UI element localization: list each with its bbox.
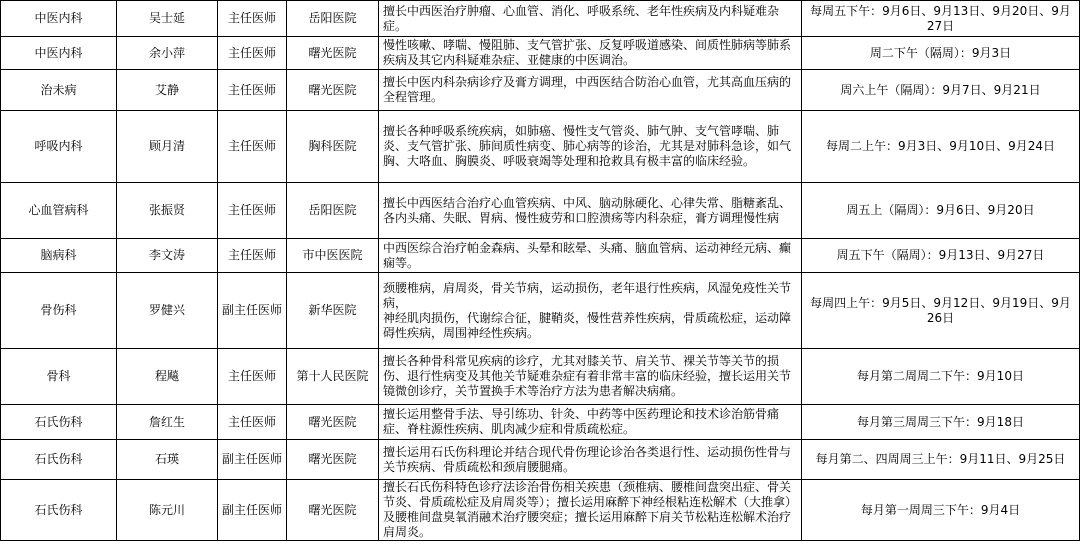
schedule-cell: 周五上（隔周）：9月6日、9月20日 xyxy=(802,183,1080,239)
schedule-cell: 每周五下午：9月6日、9月13日、9月20日、9月27日 xyxy=(802,1,1080,37)
table-row xyxy=(1,273,1080,349)
hospital-cell: 岳阳医院 xyxy=(287,1,379,37)
doctor-name-cell: 顾月清 xyxy=(117,111,218,183)
specialty-cell: 慢性咳嗽、哮喘、慢阻肺、支气管扩张、反复呼吸道感染、间质性肺病等肺系疾病及其它内科疑难杂症、亚健康的中医调治。 xyxy=(379,37,802,70)
specialty-cell: 擅长中西医治疗肿瘤、心血管、消化、呼吸系统、老年性疾病及内科疑难杂症。 xyxy=(379,1,802,37)
doctor-name-cell: 程飚 xyxy=(117,349,218,405)
table-row xyxy=(1,239,1080,273)
department-cell: 石氏伤科 xyxy=(1,405,117,440)
title-cell: 主任医师 xyxy=(218,405,287,440)
schedule-cell: 周五下午（隔周）：9月13日、9月27日 xyxy=(802,239,1080,273)
doctor-name-cell: 艾静 xyxy=(117,70,218,111)
table-row xyxy=(1,111,1080,183)
specialty-cell: 擅长运用整骨手法、导引练功、针灸、中药等中医药理论和技术诊治筋骨痛症、脊柱源性疾病、肌肉减少症和骨质疏松症。 xyxy=(379,405,802,440)
hospital-cell: 曙光医院 xyxy=(287,70,379,111)
department-cell: 脑病科 xyxy=(1,239,117,273)
hospital-cell: 曙光医院 xyxy=(287,440,379,480)
department-cell: 呼吸内科 xyxy=(1,111,117,183)
table-row xyxy=(1,70,1080,111)
table-row xyxy=(1,183,1080,239)
department-cell: 石氏伤科 xyxy=(1,480,117,541)
table-body xyxy=(1,1,1080,541)
specialty-cell: 中西医综合治疗帕金森病、头晕和眩晕、头痛、脑血管病、运动神经元病、癫痫等。 xyxy=(379,239,802,273)
specialty-cell: 擅长各种呼吸系统疾病，如肺癌、慢性支气管炎、肺气肿、支气管哮喘、肺炎、支气管扩张、肺间质性病变、肺心病等的诊治，尤其是对肺科急诊，如气胸、大咯血、胸膜炎、呼吸衰竭等处理和抢救具有极丰富的临床经验。 xyxy=(379,111,802,183)
doctor-name-cell: 石瑛 xyxy=(117,440,218,480)
title-cell: 主任医师 xyxy=(218,349,287,405)
hospital-cell: 市中医医院 xyxy=(287,239,379,273)
table-row xyxy=(1,349,1080,405)
hospital-cell: 岳阳医院 xyxy=(287,183,379,239)
schedule-cell: 每周四上午：9月5日、9月12日、9月19日、9月26日 xyxy=(802,273,1080,349)
schedule-cell: 周六上午（隔周）：9月7日、9月21日 xyxy=(802,70,1080,111)
hospital-cell: 新华医院 xyxy=(287,273,379,349)
title-cell: 主任医师 xyxy=(218,183,287,239)
doctor-name-cell: 陈元川 xyxy=(117,480,218,541)
title-cell: 主任医师 xyxy=(218,1,287,37)
title-cell: 主任医师 xyxy=(218,70,287,111)
hospital-cell: 曙光医院 xyxy=(287,480,379,541)
table-row xyxy=(1,480,1080,541)
schedule-cell: 每月第一周周三下午：9月4日 xyxy=(802,480,1080,541)
hospital-cell: 曙光医院 xyxy=(287,37,379,70)
specialty-cell: 颈腰椎病，肩周炎，骨关节病，运动损伤，老年退行性疾病，风湿免疫性关节病， 神经肌肉损伤，代谢综合征，腱鞘炎，慢性营养性疾病，骨质疏松症，运动障碍性疾病，周围神经性疾病。 xyxy=(379,273,802,349)
doctor-name-cell: 詹红生 xyxy=(117,405,218,440)
department-cell: 骨科 xyxy=(1,349,117,405)
doctor-name-cell: 吴士延 xyxy=(117,1,218,37)
department-cell: 中医内科 xyxy=(1,1,117,37)
department-cell: 中医内科 xyxy=(1,37,117,70)
table-row xyxy=(1,37,1080,70)
doctor-name-cell: 李文涛 xyxy=(117,239,218,273)
department-cell: 心血管病科 xyxy=(1,183,117,239)
specialty-cell: 擅长运用石氏伤科理论并结合现代骨伤理论诊治各类退行性、运动损伤性骨与关节疾病、骨质疏松和颈肩腰腿痛。 xyxy=(379,440,802,480)
specialty-cell: 擅长中医内科杂病诊疗及膏方调理，中西医结合防治心血管，尤其高血压病的全程管理。 xyxy=(379,70,802,111)
title-cell: 主任医师 xyxy=(218,37,287,70)
schedule-cell: 每周二上午：9月3日、9月10日、9月24日 xyxy=(802,111,1080,183)
doctor-name-cell: 罗健兴 xyxy=(117,273,218,349)
title-cell: 主任医师 xyxy=(218,111,287,183)
schedule-cell: 每月第二周周二下午：9月10日 xyxy=(802,349,1080,405)
department-cell: 石氏伤科 xyxy=(1,440,117,480)
specialty-cell: 擅长各种骨科常见疾病的诊疗，尤其对膝关节、肩关节、裸关节等关节的损伤、退行性病变及其他关节疑难杂症有着非常丰富的临床经验，擅长运用关节镜微创诊疗，关节置换手术等治疗方法为患者解决病痛。 xyxy=(379,349,802,405)
hospital-cell: 第十人民医院 xyxy=(287,349,379,405)
table-row xyxy=(1,1,1080,37)
specialty-cell: 擅长中西医结合治疗心血管疾病、中风、脑动脉硬化、心律失常、脂糖紊乱、各内头痛、失眠、胃病、慢性疲劳和口腔溃疡等内科杂症，膏方调理慢性病 xyxy=(379,183,802,239)
schedule-cell: 周二下午（隔周）：9月3日 xyxy=(802,37,1080,70)
table-row xyxy=(1,405,1080,440)
specialty-cell: 擅长石氏伤科特色诊疗法诊治骨伤相关疾患（颈椎病、腰椎间盘突出症、骨关节炎、骨质疏松症及肩周炎等）；擅长运用麻醉下神经根粘连松解术（大推拿）及腰椎间盘臭氧消融术治疗腰突症；擅长运用麻醉下肩关节松粘连松解术治疗肩周炎。 xyxy=(379,480,802,541)
hospital-cell: 曙光医院 xyxy=(287,405,379,440)
department-cell: 骨伤科 xyxy=(1,273,117,349)
title-cell: 副主任医师 xyxy=(218,440,287,480)
schedule-cell: 每月第二、四周周三上午：9月11日、9月25日 xyxy=(802,440,1080,480)
title-cell: 副主任医师 xyxy=(218,480,287,541)
title-cell: 副主任医师 xyxy=(218,273,287,349)
department-cell: 治未病 xyxy=(1,70,117,111)
doctor-name-cell: 张振贤 xyxy=(117,183,218,239)
hospital-cell: 胸科医院 xyxy=(287,111,379,183)
schedule-cell: 每月第三周周三下午：9月18日 xyxy=(802,405,1080,440)
title-cell: 主任医师 xyxy=(218,239,287,273)
doctor-name-cell: 余小萍 xyxy=(117,37,218,70)
table-row xyxy=(1,440,1080,480)
